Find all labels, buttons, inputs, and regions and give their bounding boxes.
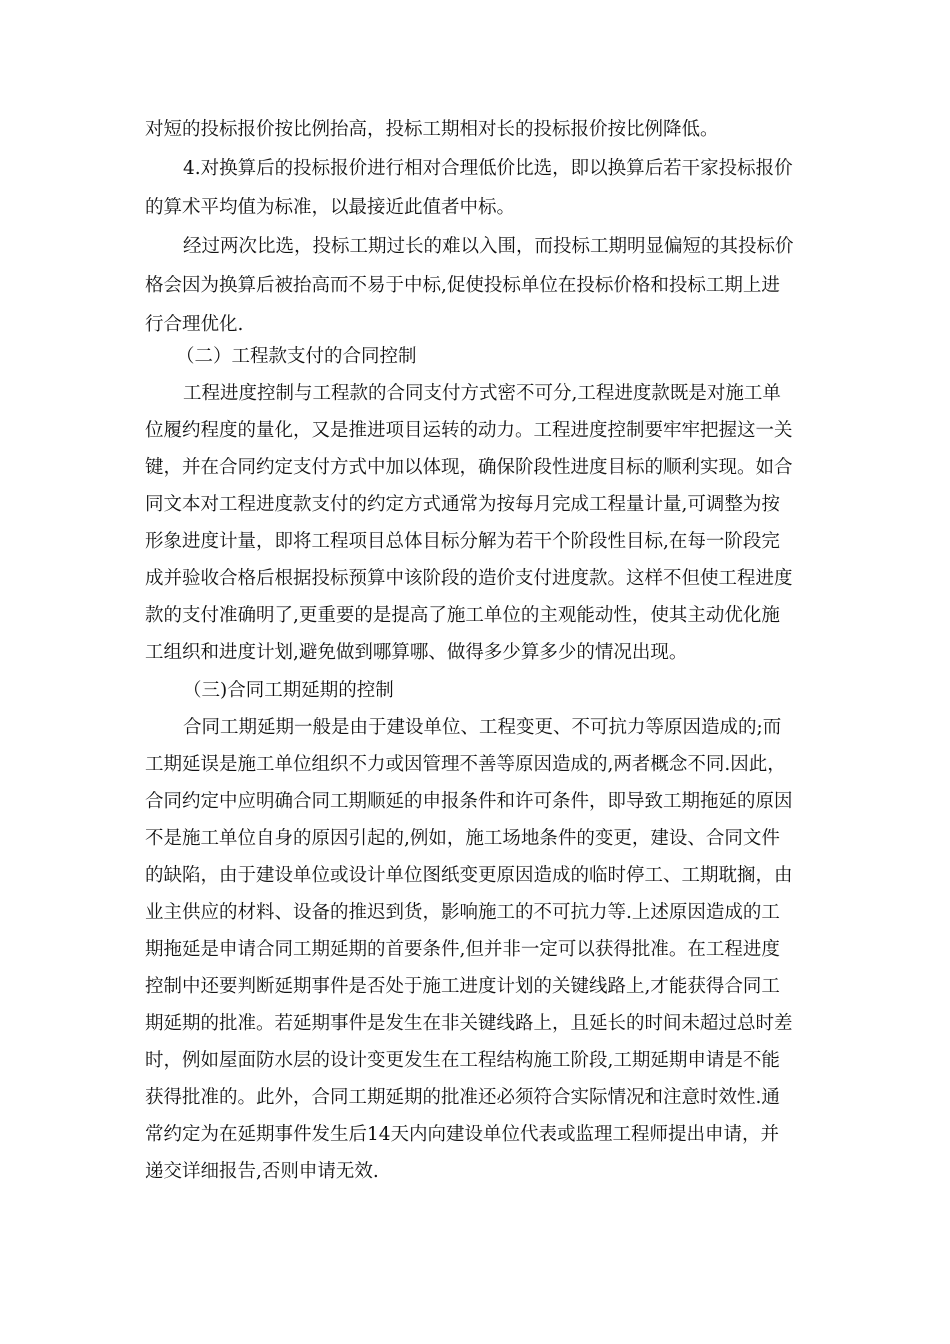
text-line-12: 形象进度计量，即将工程项目总体目标分解为若干个阶段性目标,在每一阶段完 [145,531,780,552]
text-line-19: 合同约定中应明确合同工期顺延的申报条件和许可条件，即导致工期拖延的原因 [145,791,793,812]
text-line-4: 经过两次比选，投标工期过长的难以入围，而投标工期明显偏短的其投标价 [183,236,794,257]
text-line-18: 工期延误是施工单位组织不力或因管理不善等原因造成的,两者概念不同.因此， [145,754,786,775]
text-line-27: 获得批准的。此外，合同工期延期的批准还必须符合实际情况和注意时效性.通 [145,1087,780,1108]
text-line-26: 时，例如屋面防水层的设计变更发生在工程结构施工阶段,工期延期申请是不能 [145,1050,780,1071]
text-line-23: 期拖延是申请合同工期延期的首要条件,但并非一定可以获得批准。在工程进度 [145,939,780,960]
text-line-6: 行合理优化. [145,314,244,335]
text-line-29: 递交详细报告,否则申请无效. [145,1161,379,1182]
text-line-2: 4.对换算后的投标报价进行相对合理低价比选，即以换算后若干家投标报价 [183,158,793,179]
text-line-8: 工程进度控制与工程款的合同支付方式密不可分,工程进度款既是对施工单 [183,383,781,404]
section-heading-2: （二）工程款支付的合同控制 [176,346,417,367]
text-line-9: 位履约程度的量化，又是推进项目运转的动力。工程进度控制要牢牢把握这一关 [145,420,793,441]
text-line-11: 同文本对工程进度款支付的约定方式通常为按每月完成工程量计量,可调整为按 [145,494,780,515]
text-line-25: 期延期的批准。若延期事件是发生在非关键线路上，且延长的时间未超过总时差 [145,1013,793,1034]
text-line-17: 合同工期延期一般是由于建设单位、工程变更、不可抗力等原因造成的;而 [183,717,782,738]
section-heading-3: （三)合同工期延期的控制 [183,680,394,701]
text-line-13: 成并验收合格后根据投标预算中该阶段的造价支付进度款。这样不但使工程进度 [145,568,793,589]
text-line-20: 不是施工单位自身的原因引起的,例如，施工场地条件的变更，建设、合同文件 [145,828,780,849]
text-line-10: 键，并在合同约定支付方式中加以体现，确保阶段性进度目标的顺利实现。如合 [145,457,793,478]
text-line-22: 业主供应的材料、设备的推迟到货，影响施工的不可抗力等.上述原因造成的工 [145,902,780,923]
text-line-1: 对短的投标报价按比例抬高，投标工期相对长的投标报价按比例降低。 [145,119,719,140]
text-line-15: 工组织和进度计划,避免做到哪算哪、做得多少算多少的情况出现。 [145,642,688,663]
text-line-24: 控制中还要判断延期事件是否处于施工进度计划的关键线路上,才能获得合同工 [145,976,780,997]
text-line-5: 格会因为换算后被抬高而不易于中标,促使投标单位在投标价格和投标工期上进 [145,275,780,296]
text-line-28: 常约定为在延期事件发生后14天内向建设单位代表或监理工程师提出申请，并 [145,1124,780,1145]
text-line-3: 的算术平均值为标准，以最接近此值者中标。 [145,197,516,218]
text-line-21: 的缺陷，由于建设单位或设计单位图纸变更原因造成的临时停工、工期耽搁，由 [145,865,793,886]
text-line-14: 款的支付准确明了,更重要的是提高了施工单位的主观能动性，使其主动优化施 [145,605,780,626]
